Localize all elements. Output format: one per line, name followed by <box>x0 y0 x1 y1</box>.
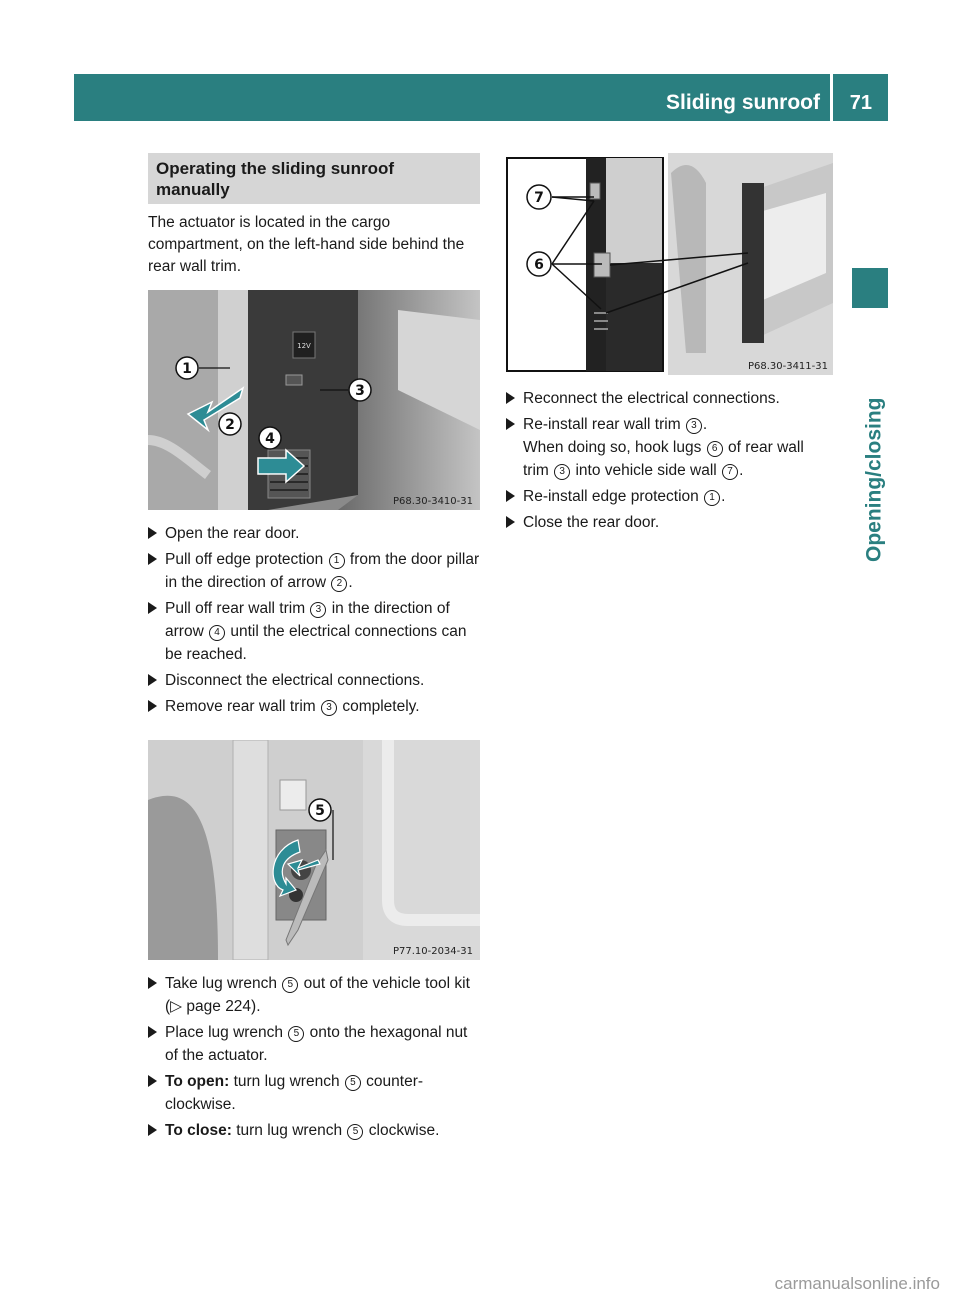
step-open-door: Open the rear door. <box>148 522 480 545</box>
step-reinstall-trim: Re-install rear wall trim 3 . When doing so, hook lugs 6 of rear wall trim 3 into vehicle side wall 7 . <box>506 413 833 482</box>
step-reinstall-edge-protection: Re-install edge protection 1 . <box>506 485 833 508</box>
chapter-label: Opening/closing <box>863 397 886 562</box>
header-separator <box>830 74 833 121</box>
step-disconnect: Disconnect the electrical connections. <box>148 669 480 692</box>
step-close-door: Close the rear door. <box>506 511 833 534</box>
step-list-removal <box>148 522 480 718</box>
figure-lug-wrench-actuator <box>148 740 480 960</box>
callout-4: 4 <box>265 431 275 447</box>
callout-3: 3 <box>355 383 365 399</box>
callout-1: 1 <box>182 361 192 377</box>
step-reconnect: Reconnect the electrical connections. <box>506 387 833 410</box>
figure-code: P77.10-2034-31 <box>392 946 473 957</box>
step-pull-edge-protection: Pull off edge protection 1 from the door pillar in the direction of arrow 2 . <box>148 548 480 594</box>
intro-paragraph: The actuator is located in the cargo compartment, on the left-hand side behind the rear wall trim. <box>148 214 465 275</box>
figure-code: P68.30-3411-31 <box>747 361 828 372</box>
step-remove-trim: Remove rear wall trim 3 completely. <box>148 695 480 718</box>
callout-2: 2 <box>225 417 235 433</box>
figure-hook-lugs <box>506 153 833 375</box>
figure-edge-protection-trim <box>148 290 480 510</box>
step-pull-rear-wall-trim: Pull off rear wall trim 3 in the direction of arrow 4 until the electrical connections can be reached. <box>148 597 480 666</box>
step-to-open: To open: turn lug wrench 5 counter-clockwise. <box>148 1070 480 1116</box>
step-take-wrench: Take lug wrench 5 out of the vehicle tool kit (▷ page 224). <box>148 972 480 1018</box>
figure-code: P68.30-3410-31 <box>392 496 473 507</box>
step-reinstall-trim-note: When doing so, hook lugs 6 of rear wall trim 3 into vehicle side wall 7 . <box>523 439 804 479</box>
callout-5: 5 <box>315 803 325 819</box>
left-column <box>148 153 480 1145</box>
chapter-label-container <box>857 322 887 562</box>
callout-7: 7 <box>534 190 544 206</box>
callout-6: 6 <box>534 257 544 273</box>
step-to-close: To close: turn lug wrench 5 clockwise. <box>148 1119 480 1142</box>
step-list-installation <box>506 387 833 534</box>
page-header <box>74 74 888 121</box>
header-title: Sliding sunroof <box>666 91 820 114</box>
page-number: 71 <box>849 92 872 114</box>
step-place-wrench: Place lug wrench 5 onto the hexagonal nut of the actuator. <box>148 1021 480 1067</box>
right-column <box>506 153 833 537</box>
step-list-operation <box>148 972 480 1142</box>
socket-label: 12V <box>297 342 311 350</box>
chapter-tab <box>852 268 888 308</box>
watermark: carmanualsonline.info <box>774 1274 940 1293</box>
section-heading: Operating the sliding sunroof manually <box>148 153 480 204</box>
